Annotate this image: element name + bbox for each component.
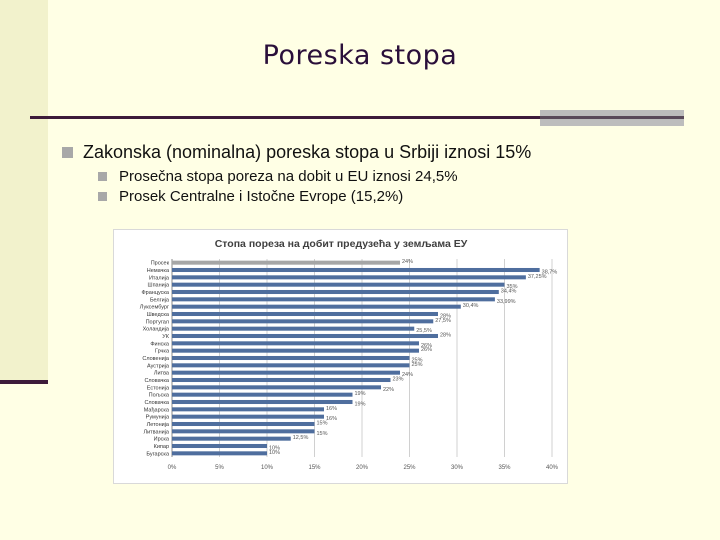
category-label: Луксембург	[139, 304, 169, 311]
decorative-left-band	[0, 0, 48, 384]
bar	[172, 268, 540, 272]
value-label: 25%	[411, 357, 423, 364]
value-label: 27,5%	[435, 317, 451, 324]
value-label: 28%	[440, 332, 452, 339]
bar	[172, 319, 433, 323]
bar	[172, 341, 419, 345]
sub-bullet-cee-average	[98, 188, 403, 205]
bar	[172, 385, 381, 389]
bullet-square-icon	[98, 172, 107, 181]
x-tick-label: 30%	[450, 465, 464, 471]
value-label: 26%	[421, 342, 433, 349]
category-label: Аустрија	[147, 363, 169, 370]
value-label: 26%	[421, 347, 433, 354]
category-label: УК	[162, 334, 169, 340]
x-tick-label: 15%	[308, 465, 321, 471]
bar	[172, 283, 505, 287]
slide-title: Poreska stopa	[262, 40, 458, 71]
x-tick-label: 40%	[545, 465, 559, 471]
category-label: Француска	[141, 290, 169, 296]
category-label: Бугарска	[146, 451, 169, 458]
value-label: 12,5%	[292, 435, 309, 442]
category-label: Кипар	[153, 444, 169, 450]
value-label: 10%	[269, 449, 281, 456]
value-label: 19%	[354, 401, 366, 408]
bar	[172, 356, 410, 360]
bar	[172, 429, 315, 433]
value-label: 16%	[326, 416, 338, 423]
category-label: Словенија	[142, 356, 169, 362]
decorative-left-rule	[0, 380, 48, 384]
value-label: 24%	[402, 259, 414, 266]
value-label: 25,5%	[416, 328, 432, 335]
bar	[172, 297, 495, 301]
value-label: 24%	[402, 372, 414, 379]
value-label: 15%	[316, 420, 328, 427]
value-label: 28%	[440, 313, 452, 320]
bar	[172, 261, 400, 265]
bar	[172, 349, 419, 353]
value-label: 30,4%	[462, 303, 479, 310]
value-label: 22%	[383, 386, 395, 393]
value-label: 25%	[411, 361, 423, 368]
category-label: Финска	[150, 341, 169, 348]
title-divider-accent	[540, 116, 684, 119]
category-label: Шведска	[146, 312, 169, 318]
bar	[172, 327, 414, 331]
bullet-square-icon	[62, 147, 73, 158]
sub-bullet-text: Prosek Centralne i Istočne Evrope (15,2%)	[119, 188, 404, 205]
chart-title: Стопа пореза на добит предузећа у земљама ЕУ	[214, 238, 468, 250]
bar	[172, 451, 267, 455]
category-label: Естонија	[146, 385, 169, 392]
bullet-main-text: Zakonska (nominalna) poreska stopa u Srbiji iznosi 15%	[83, 142, 532, 162]
bar	[172, 363, 410, 367]
x-tick-label: 5%	[215, 465, 224, 471]
x-tick-label: 10%	[260, 465, 274, 471]
bar	[172, 444, 267, 448]
bar	[172, 422, 315, 426]
bar	[172, 437, 291, 441]
bar	[172, 378, 391, 382]
value-label: 37,25%	[527, 273, 547, 280]
category-label: Летонија	[146, 422, 169, 428]
bar	[172, 312, 438, 316]
category-label: Немачка	[146, 268, 169, 274]
value-label: 34,4%	[500, 288, 517, 295]
category-label: Румунија	[145, 414, 169, 421]
sub-bullet-eu-average	[98, 168, 458, 185]
category-label: Литва	[153, 370, 169, 377]
bullet-main	[62, 142, 531, 163]
bar	[172, 371, 400, 375]
x-tick-label: 20%	[355, 465, 369, 471]
value-label: 16%	[326, 405, 338, 412]
value-label: 19%	[354, 391, 366, 398]
sub-bullet-text: Prosečna stopa poreza na dobit u EU iznosi 24,5%	[119, 168, 458, 185]
bar	[172, 305, 461, 309]
bar	[172, 415, 324, 419]
category-label: Холандија	[142, 326, 169, 333]
x-tick-label: 0%	[167, 465, 177, 471]
bar	[172, 275, 526, 279]
x-tick-label: 35%	[498, 465, 511, 471]
category-label: Италија	[148, 275, 169, 282]
x-tick-label: 25%	[403, 465, 416, 471]
value-label: 23%	[392, 376, 404, 383]
category-label: Просек	[150, 260, 169, 267]
value-label: 38,7%	[541, 269, 558, 276]
bar	[172, 334, 438, 338]
category-label: Словачка	[144, 378, 169, 384]
category-label: Ирска	[153, 436, 169, 443]
value-label: 33,99%	[496, 298, 516, 305]
value-label: 35%	[506, 284, 518, 291]
category-label: Португал	[145, 319, 169, 326]
chart-svg	[114, 230, 569, 485]
category-label: Шпанија	[147, 282, 169, 289]
category-label: Литванија	[143, 429, 169, 436]
value-label: 15%	[316, 430, 328, 437]
value-label: 10%	[269, 445, 281, 452]
category-label: Грчка	[154, 348, 169, 355]
bar	[172, 393, 353, 397]
category-label: Словачка	[144, 400, 169, 406]
category-label: Пољска	[148, 392, 169, 399]
category-label: Белгија	[149, 297, 169, 304]
bar	[172, 290, 499, 294]
bar	[172, 400, 353, 404]
bar	[172, 407, 324, 411]
category-label: Мађарска	[143, 407, 169, 414]
bullet-square-icon	[98, 192, 107, 201]
tax-rate-chart	[113, 229, 568, 484]
